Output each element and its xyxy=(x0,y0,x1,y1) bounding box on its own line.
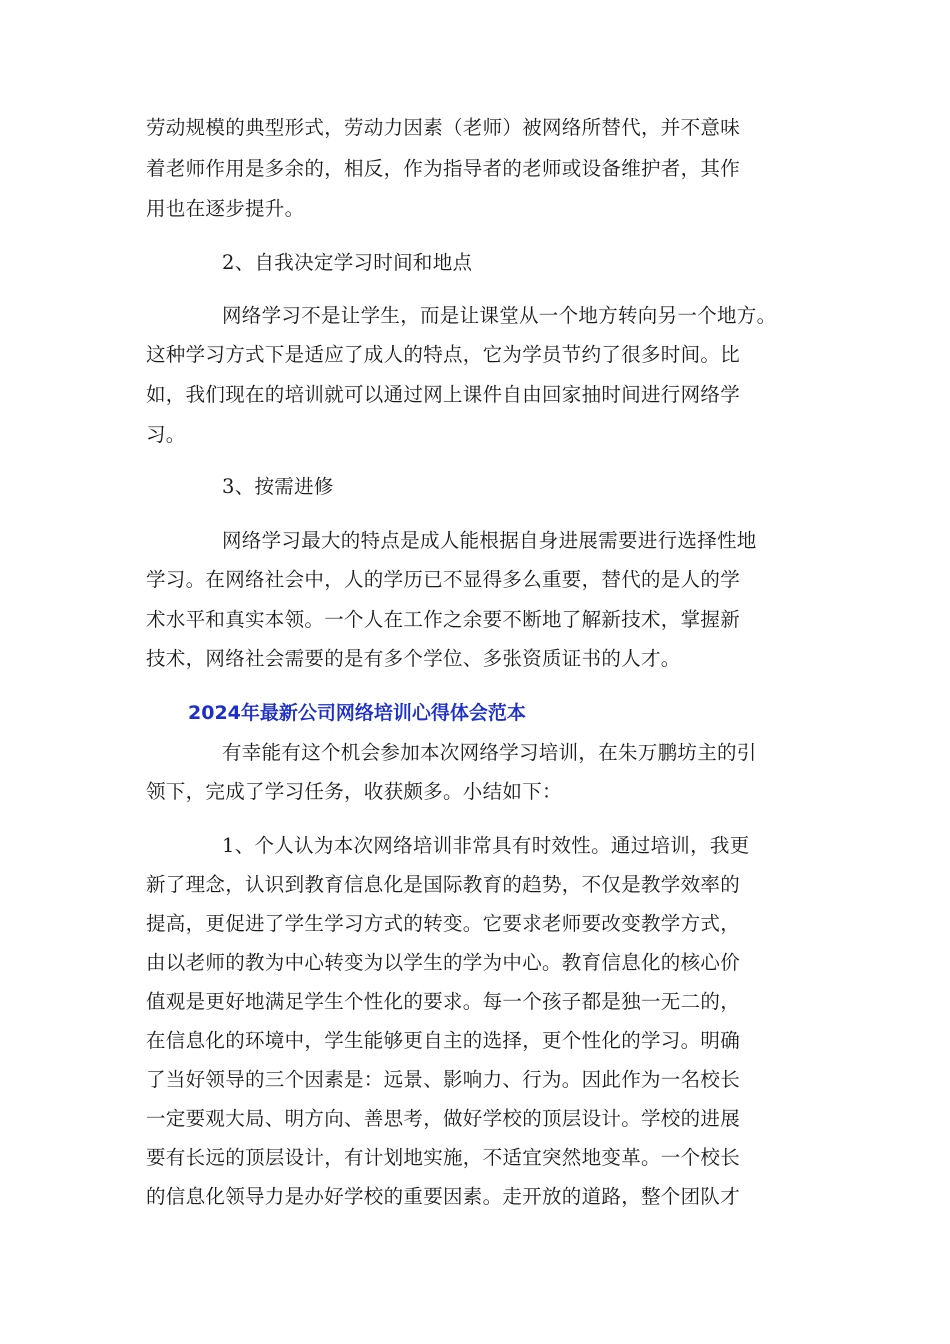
body-text-line: 学习。在网络社会中，人的学历已不显得多么重要，替代的是人的学 xyxy=(146,568,741,591)
body-text-line: 这种学习方式下是适应了成人的特点，它为学员节约了很多时间。比 xyxy=(146,343,741,366)
body-text-line: 劳动规模的典型形式，劳动力因素（老师）被网络所替代，并不意味 xyxy=(146,116,741,139)
section-subheading: 2、自我决定学习时间和地点 xyxy=(222,251,473,274)
body-text-line: 了当好领导的三个因素是：远景、影响力、行为。因此作为一名校长 xyxy=(146,1068,741,1091)
body-text-line: 着老师作用是多余的，相反，作为指导者的老师或设备维护者，其作 xyxy=(146,157,741,180)
body-text-line: 网络学习最大的特点是成人能根据自身进展需要进行选择性地 xyxy=(222,529,757,552)
body-text-line: 一定要观大局、明方向、善思考，做好学校的顶层设计。学校的进展 xyxy=(146,1107,741,1130)
body-text-line: 技术，网络社会需要的是有多个学位、多张资质证书的人才。 xyxy=(146,647,681,670)
body-text-line: 有幸能有这个机会参加本次网络学习培训，在朱万鹏坊主的引 xyxy=(222,741,757,764)
body-text-line: 新了理念，认识到教育信息化是国际教育的趋势，不仅是教学效率的 xyxy=(146,873,741,896)
body-text-line: 用也在逐步提升。 xyxy=(146,197,305,220)
body-text-line: 提高，更促进了学生学习方式的转变。它要求老师要改变教学方式， xyxy=(146,912,741,935)
body-text-line: 术水平和真实本领。一个人在工作之余要不断地了解新技术，掌握新 xyxy=(146,608,741,631)
body-text-line: 要有长远的顶层设计，有计划地实施，不适宜突然地变革。一个校长 xyxy=(146,1146,741,1169)
article-title: 2024年最新公司网络培训心得体会范本 xyxy=(188,702,526,724)
section-subheading: 3、按需进修 xyxy=(222,475,334,498)
body-text-line: 网络学习不是让学生，而是让课堂从一个地方转向另一个地方。 xyxy=(222,304,777,327)
body-text-line: 由以老师的教为中心转变为以学生的学为中心。教育信息化的核心价 xyxy=(146,951,741,974)
body-text-line: 领下，完成了学习任务，收获颇多。小结如下： xyxy=(146,780,562,803)
body-text-line: 在信息化的环境中，学生能够更自主的选择，更个性化的学习。明确 xyxy=(146,1029,741,1052)
body-text-line: 如，我们现在的培训就可以通过网上课件自由回家抽时间进行网络学 xyxy=(146,383,741,406)
body-text-line: 值观是更好地满足学生个性化的要求。每一个孩子都是独一无二的， xyxy=(146,990,741,1013)
body-text-line: 1、个人认为本次网络培训非常具有时效性。通过培训，我更 xyxy=(222,834,750,857)
body-text-line: 的信息化领导力是办好学校的重要因素。走开放的道路，整个团队才 xyxy=(146,1185,741,1208)
body-text-line: 习。 xyxy=(146,423,186,446)
